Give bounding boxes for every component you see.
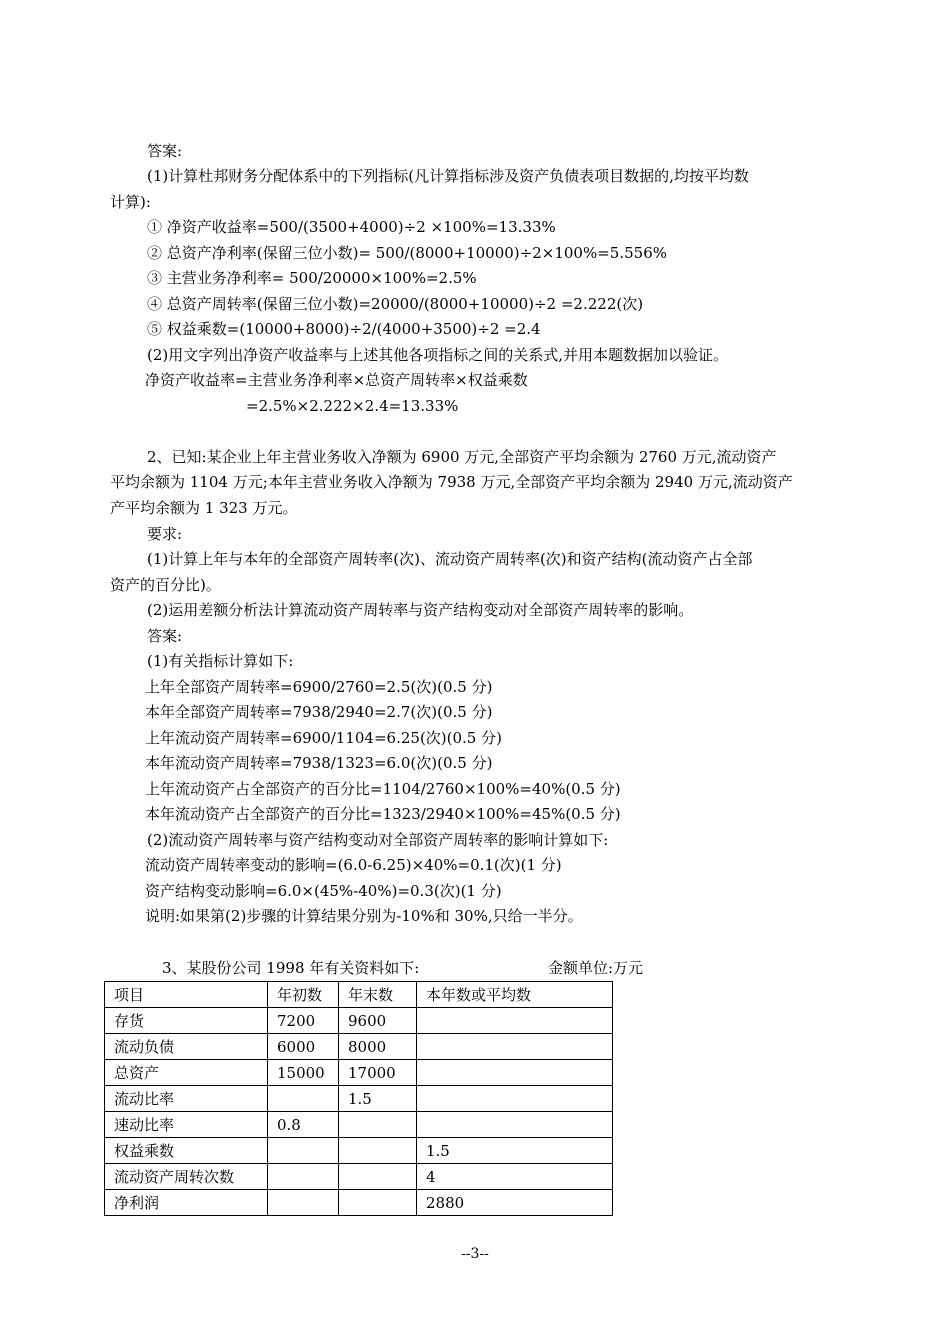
question-1-line-2: 计算):	[110, 193, 151, 211]
indicator-item: ① 净资产收益率=500/(3500+4000)÷2 ×100%=13.33%	[147, 218, 556, 236]
relation-formula: 净资产收益率=主营业务净利率×总资产周转率×权益乘数	[145, 371, 528, 389]
table-row	[105, 1086, 613, 1112]
header-cell: 年初数	[268, 982, 339, 1008]
part-2-title: (2)流动资产周转率与资产结构变动对全部资产周转率的影响计算如下:	[147, 831, 609, 849]
table-cell: 总资产	[105, 1060, 268, 1086]
table-cell: 存货	[105, 1008, 268, 1034]
relation-verification: =2.5%×2.222×2.4=13.33%	[246, 397, 459, 415]
table-cell	[268, 1086, 339, 1112]
header-cell: 年末数	[339, 982, 417, 1008]
calc-line: 本年全部资产周转率=7938/2940=2.7(次)(0.5 分)	[145, 703, 493, 721]
known-line-1: 2、已知:某企业上年主营业务收入净额为 6900 万元,全部资产平均余额为 2760 万元,流动资产	[147, 448, 777, 466]
table-cell: 15000	[268, 1060, 339, 1086]
calc-line: 上年流动资产周转率=6900/1104=6.25(次)(0.5 分)	[145, 729, 502, 747]
table-cell	[417, 1008, 613, 1034]
table-row	[105, 1008, 613, 1034]
table-cell	[339, 1190, 417, 1216]
effect-line-2: 资产结构变动影响=6.0×(45%-40%)=0.3(次)(1 分)	[145, 882, 502, 900]
table-cell: 2880	[417, 1190, 613, 1216]
calc-line: 上年全部资产周转率=6900/2760=2.5(次)(0.5 分)	[145, 678, 493, 696]
calc-line: 本年流动资产周转率=7938/1323=6.0(次)(0.5 分)	[145, 754, 493, 772]
page-number: --3--	[461, 1246, 489, 1262]
requirement-2: (2)运用差额分析法计算流动资产周转率与资产结构变动对全部资产周转率的影响。	[147, 601, 694, 619]
question-2: (2)用文字列出净资产收益率与上述其他各项指标之间的关系式,并用本题数据加以验证。	[147, 346, 729, 364]
indicator-item: ③ 主营业务净利率= 500/20000×100%=2.5%	[147, 269, 477, 287]
table-cell: 1.5	[417, 1138, 613, 1164]
calc-line: 本年流动资产占全部资产的百分比=1323/2940×100%=45%(0.5 分)	[145, 805, 621, 823]
table-cell	[268, 1164, 339, 1190]
table-cell: 速动比率	[105, 1112, 268, 1138]
table-cell	[339, 1112, 417, 1138]
table-cell: 权益乘数	[105, 1138, 268, 1164]
table-cell: 0.8	[268, 1112, 339, 1138]
indicator-item: ④ 总资产周转率(保留三位小数)=20000/(8000+10000)÷2 =2.222(次)	[147, 295, 644, 313]
table-title: 3、某股份公司 1998 年有关资料如下:	[162, 959, 420, 977]
table-row	[105, 1190, 613, 1216]
table-cell	[417, 1112, 613, 1138]
effect-line-1: 流动资产周转率变动的影响=(6.0-6.25)×40%=0.1(次)(1 分)	[145, 856, 562, 874]
table-cell	[417, 1034, 613, 1060]
table-row	[105, 1164, 613, 1190]
financial-data-table	[104, 981, 613, 1216]
table-cell: 8000	[339, 1034, 417, 1060]
table-row	[105, 1138, 613, 1164]
table-cell: 7200	[268, 1008, 339, 1034]
table-cell	[339, 1164, 417, 1190]
part-1-title: (1)有关指标计算如下:	[147, 652, 294, 670]
requirement-1-line-1: (1)计算上年与本年的全部资产周转率(次)、流动资产周转率(次)和资产结构(流动资产占全部	[147, 550, 753, 568]
answer-label-1: 答案:	[147, 142, 183, 160]
table-cell: 17000	[339, 1060, 417, 1086]
table-cell: 4	[417, 1164, 613, 1190]
table-row	[105, 1034, 613, 1060]
table-cell: 流动资产周转次数	[105, 1164, 268, 1190]
table-row	[105, 1112, 613, 1138]
table-cell: 净利润	[105, 1190, 268, 1216]
table-row	[105, 1060, 613, 1086]
table-cell: 流动负债	[105, 1034, 268, 1060]
indicator-item: ② 总资产净利率(保留三位小数)= 500/(8000+10000)÷2×100%=5.556%	[147, 244, 667, 262]
header-cell: 本年数或平均数	[417, 982, 613, 1008]
known-line-3: 产平均余额为 1 323 万元。	[110, 499, 298, 517]
scoring-note: 说明:如果第(2)步骤的计算结果分别为-10%和 30%,只给一半分。	[145, 907, 583, 925]
table-cell: 6000	[268, 1034, 339, 1060]
requirement-1-line-2: 资产的百分比)。	[110, 576, 221, 594]
table-cell	[268, 1138, 339, 1164]
table-header-row	[105, 982, 613, 1008]
known-line-2: 平均余额为 1104 万元;本年主营业务收入净额为 7938 万元,全部资产平均余额为 2940 万元,流动资产	[110, 473, 793, 491]
table-cell: 流动比率	[105, 1086, 268, 1112]
table-cell: 9600	[339, 1008, 417, 1034]
table-cell	[339, 1138, 417, 1164]
header-cell: 项目	[105, 982, 268, 1008]
amount-unit: 金额单位:万元	[548, 959, 644, 977]
calc-line: 上年流动资产占全部资产的百分比=1104/2760×100%=40%(0.5 分)	[145, 780, 621, 798]
question-1-line-1: (1)计算杜邦财务分配体系中的下列指标(凡计算指标涉及资产负债表项目数据的,均按平均数	[147, 167, 749, 185]
table-cell	[417, 1086, 613, 1112]
table-cell: 1.5	[339, 1086, 417, 1112]
requirement-label: 要求:	[147, 525, 183, 543]
table-cell	[417, 1060, 613, 1086]
indicator-item: ⑤ 权益乘数=(10000+8000)÷2/(4000+3500)÷2 =2.4	[147, 320, 541, 338]
table-cell	[268, 1190, 339, 1216]
answer-label-2: 答案:	[147, 627, 183, 645]
